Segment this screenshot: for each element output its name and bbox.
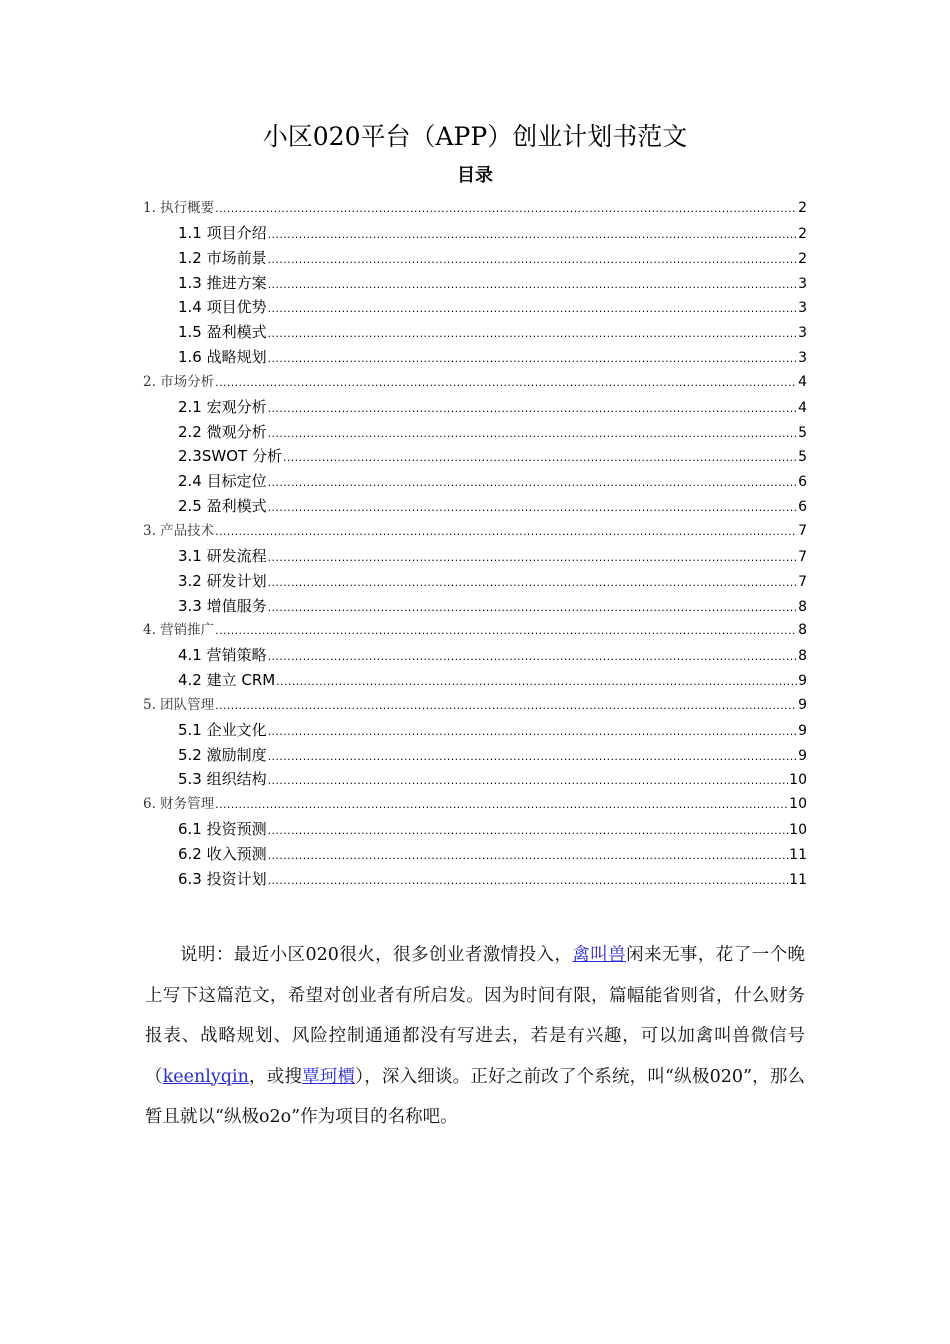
toc-dot-leader: [215, 694, 797, 718]
toc-entry-label: 6. 财务管理: [143, 796, 215, 813]
toc-entry-label: 1.4 项目优势: [178, 298, 267, 317]
toc-heading: 目录: [457, 165, 493, 186]
toc-entry-label: 1.5 盈利模式: [178, 323, 267, 342]
intro-text-3: ，或搜: [248, 1066, 303, 1087]
toc-entry-label: 2.4 目标定位: [178, 472, 267, 491]
toc-dot-leader: [268, 844, 789, 867]
toc-entry-label: 5.2 激励制度: [178, 745, 267, 764]
toc-dot-leader: [268, 769, 789, 792]
toc-dot-leader: [268, 546, 797, 569]
toc-entry[interactable]: [143, 320, 807, 345]
toc-dot-leader: [268, 571, 797, 594]
toc-entry[interactable]: [143, 494, 807, 519]
toc-entry-page-number: 9: [798, 722, 807, 739]
toc-dot-leader: [268, 248, 797, 271]
toc-entry-label: 3.2 研发计划: [178, 571, 267, 590]
toc-entry-label: 6.3 投资计划: [178, 869, 267, 888]
toc-entry-page-number: 8: [798, 598, 807, 615]
toc-dot-leader: [268, 297, 797, 320]
toc-dot-leader: [268, 596, 797, 619]
toc-entry[interactable]: [143, 469, 807, 494]
toc-entry[interactable]: [143, 221, 807, 246]
toc-entry[interactable]: [143, 767, 807, 792]
toc-entry[interactable]: [143, 792, 807, 817]
toc-entry[interactable]: [143, 544, 807, 569]
toc-entry-page-number: 7: [798, 548, 807, 565]
toc-entry-label: 3. 产品技术: [143, 522, 215, 539]
toc-entry-page-number: 3: [798, 300, 807, 317]
toc-entry-page-number: 3: [798, 350, 807, 367]
toc-entry-page-number: 5: [798, 449, 807, 466]
toc-entry[interactable]: [143, 395, 807, 420]
toc-entry-page-number: 5: [798, 424, 807, 441]
toc-dot-leader: [215, 371, 797, 395]
author-link[interactable]: 禽叫兽: [572, 945, 627, 965]
toc-entry-label: 2.1 宏观分析: [178, 397, 267, 416]
toc-dot-leader: [268, 223, 797, 246]
toc-dot-leader: [268, 397, 797, 420]
toc-dot-leader: [215, 197, 797, 221]
toc-entry-label: 2.2 微观分析: [178, 422, 267, 441]
toc-dot-leader: [215, 520, 797, 544]
toc-entry-page-number: 8: [798, 648, 807, 665]
toc-entry[interactable]: [143, 345, 807, 370]
toc-entry-label: 1. 执行概要: [143, 200, 215, 216]
toc-entry-page-number: 9: [798, 696, 807, 713]
toc-entry-page-number: 11: [789, 846, 807, 863]
toc-entry[interactable]: [143, 618, 807, 643]
toc-entry[interactable]: [143, 519, 807, 544]
toc-entry[interactable]: [143, 817, 807, 842]
toc-dot-leader: [268, 496, 797, 519]
toc-entry-label: 4.2 建立 CRM: [178, 671, 276, 690]
toc-dot-leader: [215, 793, 788, 817]
toc-entry[interactable]: [143, 842, 807, 867]
toc-entry[interactable]: [143, 370, 807, 395]
toc-entry-page-number: 7: [798, 573, 807, 590]
toc-entry[interactable]: [143, 718, 807, 743]
toc-entry-page-number: 2: [798, 225, 807, 242]
toc-entry-label: 1.3 推进方案: [178, 273, 267, 292]
toc-dot-leader: [268, 819, 789, 842]
toc-dot-leader: [268, 322, 797, 345]
toc-entry[interactable]: [143, 867, 807, 892]
toc-dot-leader: [268, 720, 797, 743]
toc-entry-label: 2.5 盈利模式: [178, 497, 267, 516]
toc-entry-label: 5.3 组织结构: [178, 770, 267, 789]
toc-entry-page-number: 10: [789, 822, 807, 839]
toc-dot-leader: [283, 446, 797, 469]
toc-entry-label: 6.1 投资预测: [178, 820, 267, 839]
toc-dot-leader: [268, 273, 797, 296]
intro-paragraph: [145, 935, 805, 1138]
toc-entry-label: 3.1 研发流程: [178, 546, 267, 565]
toc-dot-leader: [268, 745, 797, 768]
toc-dot-leader: [268, 645, 797, 668]
toc-entry[interactable]: [143, 295, 807, 320]
document-title: 小区020平台（APP）创业计划书范文: [262, 122, 688, 151]
wechat-id-link[interactable]: keenlyqin: [162, 1066, 249, 1087]
toc-entry[interactable]: [143, 246, 807, 271]
toc-entry[interactable]: [143, 271, 807, 296]
toc-entry-label: 1.2 市场前景: [178, 248, 267, 267]
toc-entry-page-number: 3: [798, 275, 807, 292]
toc-entry-page-number: 11: [789, 871, 807, 888]
toc-entry[interactable]: [143, 420, 807, 445]
toc-entry[interactable]: [143, 668, 807, 693]
toc-entry[interactable]: [143, 569, 807, 594]
toc-entry-page-number: 3: [798, 325, 807, 342]
toc-entry[interactable]: [143, 196, 807, 221]
toc-entry-label: 4.1 营销策略: [178, 646, 267, 665]
toc-entry-label: 6.2 收入预测: [178, 844, 267, 863]
toc-entry-page-number: 7: [798, 522, 807, 539]
toc-entry-page-number: 2: [798, 200, 807, 216]
toc-entry-page-number: 2: [798, 250, 807, 267]
toc-dot-leader: [268, 869, 789, 892]
intro-text-1: 说明：最近小区020很火，很多创业者激情投入，: [180, 945, 573, 965]
toc-entry[interactable]: [143, 444, 807, 469]
toc-entry-label: 5.1 企业文化: [178, 720, 267, 739]
toc-entry-label: 1.6 战略规划: [178, 348, 267, 367]
toc-entry-page-number: 4: [798, 399, 807, 416]
toc-entry[interactable]: [143, 743, 807, 768]
intro-text-4: ），深入细谈。正好之前改了个系统，叫“纵极020”，那么暂且就以“纵极o2o”作为项目的名称吧。: [145, 1066, 806, 1127]
toc-entry-page-number: 4: [798, 373, 807, 390]
toc-dot-leader: [215, 619, 797, 643]
toc-entry-label: 1.1 项目介绍: [178, 223, 267, 242]
toc-entry-page-number: 10: [789, 796, 807, 813]
toc-entry-page-number: 6: [798, 474, 807, 491]
author-name-link[interactable]: 覃珂檟: [302, 1066, 356, 1087]
toc-entry-label: 2.3SWOT 分析: [178, 447, 282, 466]
table-of-contents: [143, 196, 807, 892]
toc-dot-leader: [268, 347, 797, 370]
toc-dot-leader: [268, 422, 797, 445]
toc-entry-page-number: 9: [798, 673, 807, 690]
intro-text-2: 闲来无事，花了一个晚上写下这篇范文，希望对创业者有所启发。因为时间有限，篇幅能省则省，什么财务报表、战略规划、风险控制通通都没有写进去，若是有兴趣，可以加禽叫兽微信号（: [145, 945, 805, 1087]
toc-entry-page-number: 6: [798, 499, 807, 516]
toc-entry-label: 4. 营销推广: [143, 622, 215, 639]
toc-dot-leader: [276, 670, 797, 693]
toc-entry[interactable]: [143, 643, 807, 668]
toc-entry[interactable]: [143, 693, 807, 718]
toc-entry-page-number: 10: [789, 772, 807, 789]
toc-entry-label: 3.3 增值服务: [178, 596, 267, 615]
toc-dot-leader: [268, 471, 797, 494]
toc-entry-label: 2. 市场分析: [143, 373, 215, 390]
toc-entry-page-number: 9: [798, 747, 807, 764]
toc-entry[interactable]: [143, 594, 807, 619]
toc-entry-label: 5. 团队管理: [143, 696, 215, 713]
toc-entry-page-number: 8: [798, 622, 807, 639]
